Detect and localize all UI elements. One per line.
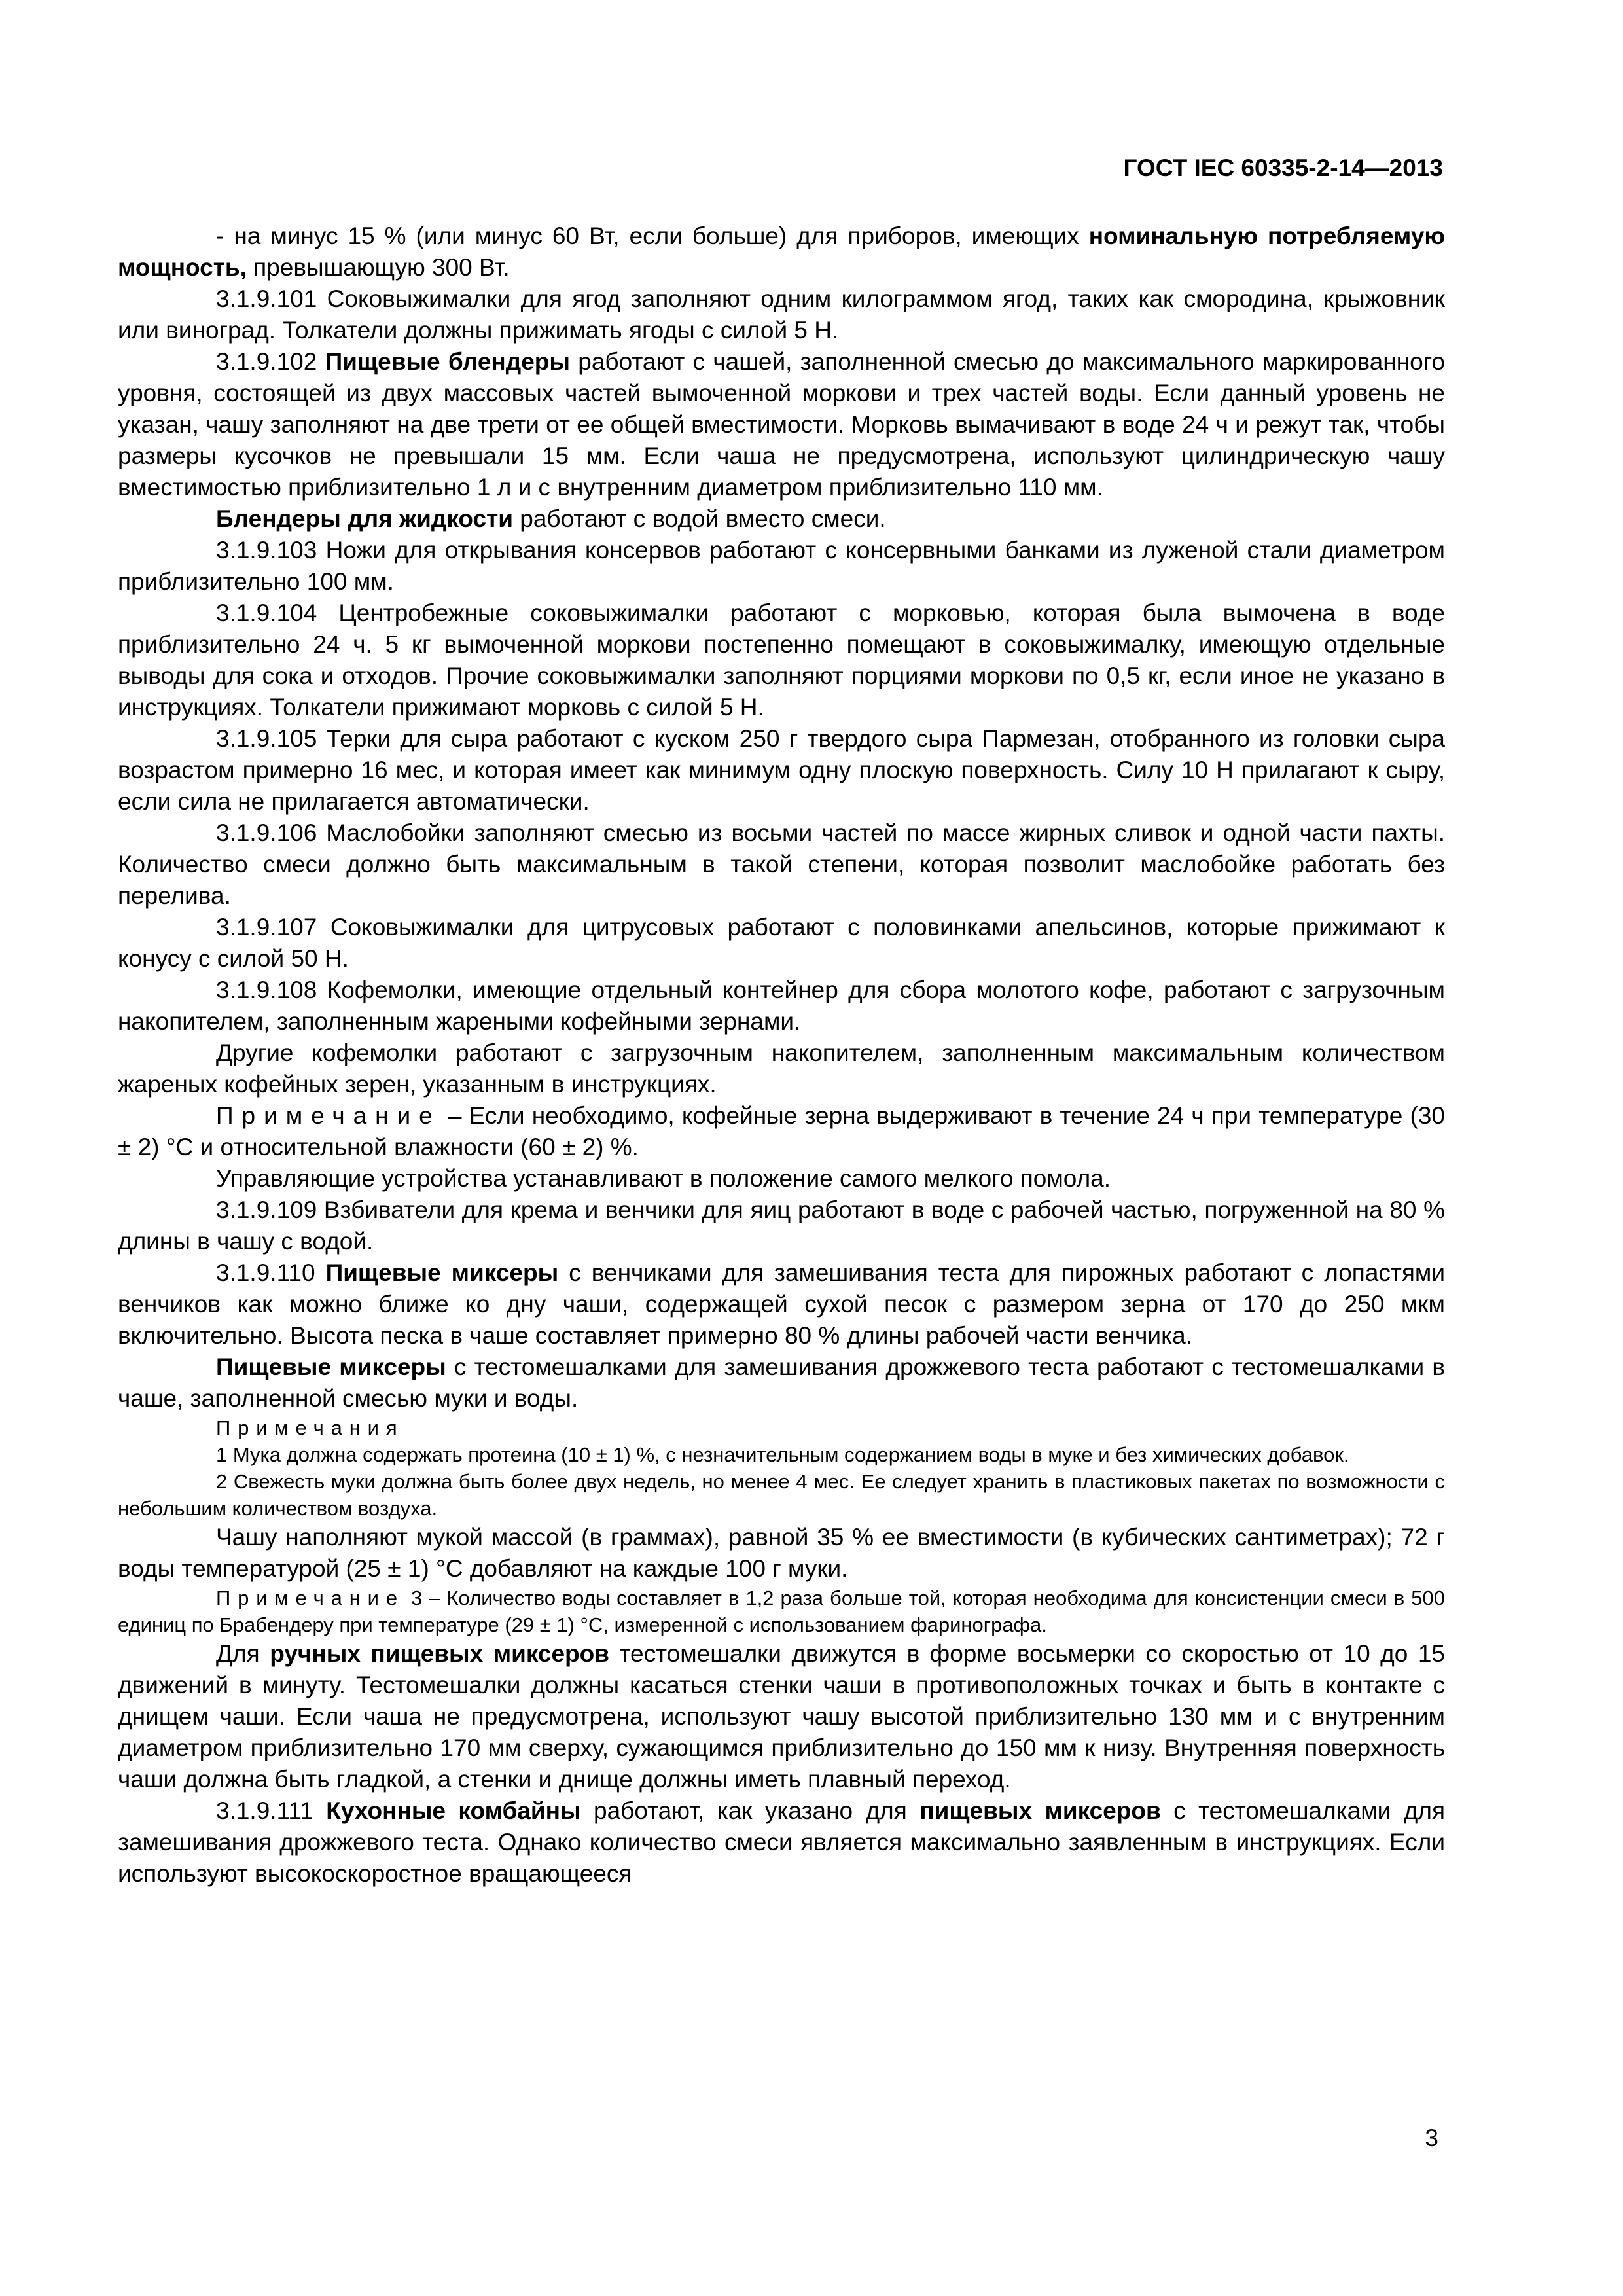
term-bold: Пищевые блендеры xyxy=(325,348,571,375)
body-paragraph xyxy=(118,1194,1445,1257)
body-paragraph xyxy=(118,1257,1445,1352)
text-run: Другие кофемолки работают с загрузочным накопителем, заполненным максимальным количеством жареных кофейных зерен, указанным в инструкциях. xyxy=(118,1039,1445,1098)
body-paragraph xyxy=(118,221,1445,283)
term-bold: Кухонные комбайны xyxy=(326,1797,581,1824)
text-run: работают с чашей, заполненной смесью до максимального маркированного уровня, состоящей из двух массовых частей вымоченной моркови и трех частей воды. Если данный уровень не указан, чашу заполняют на две трети от ее общей вместимости. Морковь вымачивают в воде 24 ч и режут так, чтобы размеры кусочков не превышали 15 мм. Если чаша не предусмотрена, используют цилиндрическую чашу вместимостью приблизительно 1 л и с внутренним диаметром приблизительно 110 мм. xyxy=(118,348,1445,501)
text-run: с венчиками для замешивания теста для пирожных работают с лопастями венчиков как можно ближе ко дну чаши, содержащей сухой песок с размером зерна от 170 до 250 мкм включительно. Высота песка в чаше составляет примерно 80 % длины рабочей части венчика. xyxy=(118,1259,1445,1349)
term-bold: Пищевые миксеры xyxy=(216,1354,446,1380)
body-paragraph xyxy=(118,1638,1445,1795)
body-paragraph xyxy=(118,1100,1445,1163)
term-bold: Пищевые миксеры xyxy=(325,1259,559,1286)
body-paragraph xyxy=(118,975,1445,1037)
text-run: 3.1.9.104 Центробежные соковыжималки работают с морковью, которая была вымочена в воде приблизительно 24 ч. 5 кг вымоченной моркови постепенно помещают в соковыжималку, имеющую отдельные выводы для сока и отходов. Прочие соковыжималки заполняют порциями моркови по 0,5 кг, если иное не указано в инструкциях. Толкатели прижимают морковь с силой 5 Н. xyxy=(118,600,1445,721)
text-run: 3.1.9.109 Взбиватели для крема и венчики для яиц работают в воде с рабочей частью, погруженной на 80 % длины в чашу с водой. xyxy=(118,1196,1445,1255)
text-run: 3.1.9.103 Ножи для открывания консервов работают с консервными банками из луженой стали диаметром приблизительно 100 мм. xyxy=(118,537,1445,595)
body-paragraph xyxy=(118,1163,1445,1194)
text-run: - на минус 15 % (или минус 60 Вт, если больше) для приборов, имеющих xyxy=(216,223,1089,249)
text-run: 1 Мука должна содержать протеина (10 ± 1) %, с незначительным содержанием воды в муке и без химических добавок. xyxy=(216,1443,1349,1466)
body-paragraph xyxy=(118,1352,1445,1414)
body-paragraph xyxy=(118,503,1445,535)
text-run: 3.1.9.101 Соковыжималки для ягод заполняют одним килограммом ягод, таких как смородина, крыжовник или виноград. Толкатели должны прижимать ягоды с силой 5 Н. xyxy=(118,285,1445,344)
body-paragraph xyxy=(118,912,1445,975)
note-paragraph xyxy=(118,1585,1445,1638)
term-bold: Блендеры для жидкости xyxy=(216,505,513,532)
note-label: Примечание xyxy=(216,1587,404,1609)
page-number: 3 xyxy=(1425,2125,1438,2151)
text-run: 3.1.9.108 Кофемолки, имеющие отдельный контейнер для сбора молотого кофе, работают с загрузочным накопителем, заполненным жареными кофейными зернами. xyxy=(118,977,1445,1035)
text-run: Для xyxy=(216,1640,270,1667)
document-header: ГОСТ IEC 60335-2-14—2013 xyxy=(1123,154,1443,181)
text-run: 3.1.9.111 xyxy=(216,1797,327,1824)
body-paragraph xyxy=(118,1522,1445,1585)
term-bold: пищевых миксеров xyxy=(919,1797,1161,1824)
text-run: 3.1.9.110 xyxy=(216,1259,326,1286)
text-run: Чашу наполняют мукой массой (в граммах), равной 35 % ее вместимости (в кубических сантиметрах); 72 г воды температурой (25 ± 1) °С добавляют на каждые 100 г муки. xyxy=(118,1524,1445,1582)
text-run: с тестомешалками для замешивания дрожжевого теста. Однако количество смеси является максимально заявленным в инструкциях. Если используют высокоскоростное вращающееся xyxy=(118,1797,1445,1887)
note-paragraph xyxy=(118,1468,1445,1522)
body-paragraph xyxy=(118,283,1445,346)
text-run: 2 Свежесть муки должна быть более двух недель, но менее 4 мес. Ее следует хранить в пластиковых пакетах по возможности с небольшим количеством воздуха. xyxy=(118,1470,1445,1520)
note-label: Примечания xyxy=(216,1416,404,1439)
text-run: с тестомешалками для замешивания дрожжевого теста работают с тестомешалками в чаше, заполненной смесью муки и воды. xyxy=(118,1354,1445,1412)
term-bold: ручных пищевых миксеров xyxy=(270,1640,609,1667)
body-paragraph xyxy=(118,598,1445,723)
body-paragraph xyxy=(118,817,1445,912)
text-run: 3.1.9.102 xyxy=(216,348,325,375)
document-body xyxy=(118,221,1445,1890)
note-paragraph xyxy=(118,1414,1445,1441)
note-paragraph xyxy=(118,1441,1445,1468)
text-run: работают, как указано для xyxy=(580,1797,920,1824)
text-run: работают с водой вместо смеси. xyxy=(513,505,886,532)
body-paragraph xyxy=(118,346,1445,503)
term-bold: номинальную потребляемую мощность, xyxy=(118,223,1445,281)
body-paragraph xyxy=(118,1795,1445,1890)
text-run: превышающую 300 Вт. xyxy=(246,254,510,281)
note-label: Примечание xyxy=(216,1102,441,1129)
text-run: тестомешалки движутся в форме восьмерки со скоростью от 10 до 15 движений в минуту. Тестомешалки должны касаться стенки чаши в противоположных точках и быть в контакте с днищем чаши. Если чаша не предусмотрена, используют чашу высотой приблизительно 130 мм и с внутренним диаметром приблизительно 170 мм сверху, сужающимся приблизительно до 150 мм к низу. Внутренняя поверхность чаши должна быть гладкой, а стенки и днище должны иметь плавный переход. xyxy=(118,1640,1445,1793)
text-run: – Если необходимо, кофейные зерна выдерживают в течение 24 ч при температуре (30 ± 2) °С и относительной влажности (60 ± 2) %. xyxy=(118,1102,1445,1160)
body-paragraph xyxy=(118,535,1445,598)
text-run: 3.1.9.106 Маслобойки заполняют смесью из восьми частей по массе жирных сливок и одной части пахты. Количество смеси должно быть максимальным в такой степени, которая позволит маслобойке работать без перелива. xyxy=(118,819,1445,909)
text-run: Управляющие устройства устанавливают в положение самого мелкого помола. xyxy=(216,1165,1111,1192)
body-paragraph xyxy=(118,723,1445,817)
text-run: 3 – Количество воды составляет в 1,2 раза больше той, которая необходима для консистенции смеси в 500 единиц по Брабендеру при температуре (29 ± 1) °С, измеренной с использованием фаринографа. xyxy=(118,1587,1445,1636)
text-run: 3.1.9.105 Терки для сыра работают с куском 250 г твердого сыра Пармезан, отобранного из головки сыра возрастом примерно 16 мес, и которая имеет как минимум одну плоскую поверхность. Силу 10 Н прилагают к сыру, если сила не прилагается автоматически. xyxy=(118,725,1445,815)
text-run: 3.1.9.107 Соковыжималки для цитрусовых работают с половинками апельсинов, которые прижимают к конусу с силой 50 Н. xyxy=(118,914,1445,972)
body-paragraph xyxy=(118,1037,1445,1100)
